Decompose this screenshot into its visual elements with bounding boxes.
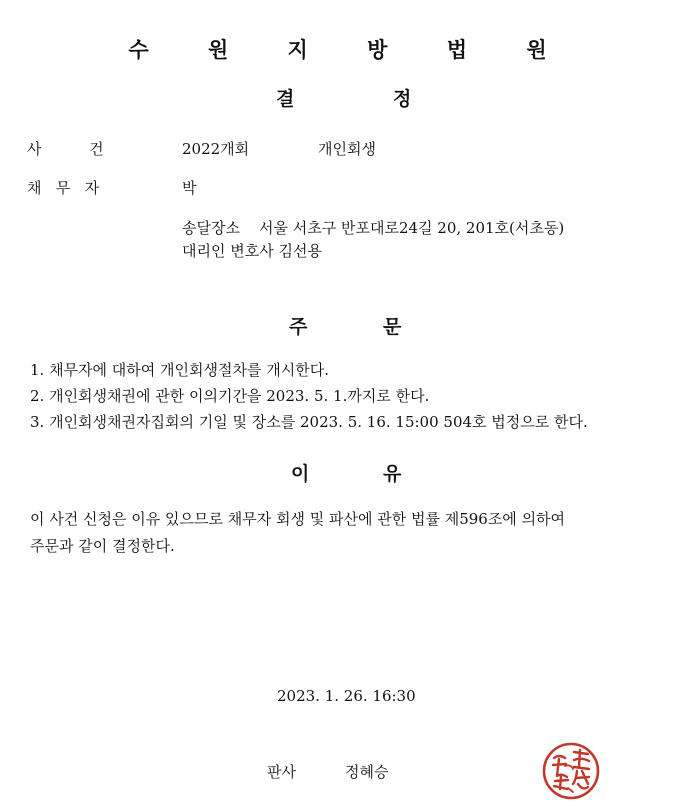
seal-stamp-icon bbox=[540, 740, 602, 802]
document-type-second: 정 bbox=[393, 88, 412, 110]
service-address: 서울 서초구 반포대로24길 20, 201호(서초동) bbox=[259, 219, 565, 237]
judge-title: 판사 bbox=[267, 763, 296, 781]
order-item-1: 1. 채무자에 대하여 개인회생절차를 개시한다. bbox=[30, 361, 329, 379]
case-number: 2022개회 bbox=[182, 140, 250, 158]
order-item-3: 3. 개인회생채권자집회의 기일 및 장소를 2023. 5. 16. 15:00 504호 법정으로 한다. bbox=[30, 413, 588, 431]
legal-agent: 대리인 변호사 김선용 bbox=[182, 242, 322, 260]
reason-line-2: 주문과 같이 결정한다. bbox=[30, 537, 175, 555]
document-type-first: 결 bbox=[276, 88, 295, 110]
case-label: 사 건 bbox=[27, 140, 104, 158]
reason-line-1: 이 사건 신청은 이유 있으므로 채무자 회생 및 파산에 관한 법률 제596조에 의하여 bbox=[30, 510, 566, 528]
reason-heading-first: 이 bbox=[291, 463, 310, 485]
debtor-label: 채 무 자 bbox=[27, 179, 100, 197]
judge-seal-stamp bbox=[540, 740, 602, 802]
order-heading-first: 주 bbox=[289, 316, 308, 338]
reason-heading-second: 유 bbox=[383, 463, 402, 485]
debtor-name: 박 bbox=[182, 179, 197, 197]
judge-name: 정혜승 bbox=[345, 763, 389, 781]
service-address-label: 송달장소 bbox=[182, 219, 240, 237]
court-name: 수 원 지 방 법 원 bbox=[128, 38, 573, 62]
case-type: 개인회생 bbox=[318, 140, 376, 158]
decision-date: 2023. 1. 26. 16:30 bbox=[277, 687, 416, 705]
order-item-2: 2. 개인회생채권에 관한 이의기간을 2023. 5. 1.까지로 한다. bbox=[30, 387, 430, 405]
order-heading-second: 문 bbox=[383, 316, 402, 338]
